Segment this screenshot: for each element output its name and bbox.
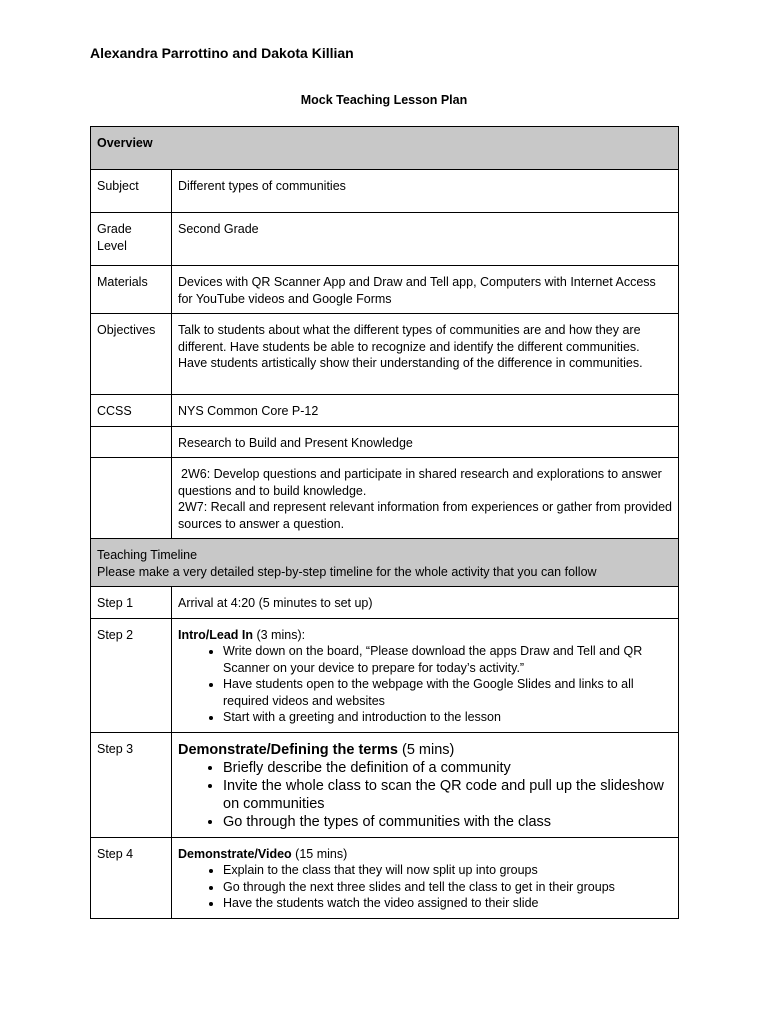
timeline-heading: Teaching Timeline <box>97 548 198 562</box>
list-item: • Explain to the class that they will now split up into groups <box>223 862 672 879</box>
step-4-duration: (15 mins) <box>291 846 348 861</box>
list-item: • Go through the types of communities with the class <box>223 813 672 831</box>
standard-2w6: 2W6: Develop questions and participate in shared research and explorations to answer questions and to build knowledge. <box>178 467 662 498</box>
objectives-value: Talk to students about what the different types of communities are and how they are different. Have students be able to recognize and identify the different communities. Have students artistically show their understanding of the difference in communities. <box>172 314 679 395</box>
ccss-strand: Research to Build and Present Knowledge <box>172 426 679 458</box>
step-4-row <box>91 837 679 918</box>
subject-value: Different types of communities <box>172 170 679 213</box>
overview-heading <box>91 127 679 170</box>
ccss-strand-empty-cell <box>91 426 172 458</box>
step-4-content <box>172 837 679 918</box>
step-2-heading <box>178 627 672 644</box>
ccss-standards-row <box>91 458 679 539</box>
step-3-title: Demonstrate/Defining the terms <box>178 741 398 758</box>
list-item: • Start with a greeting and introduction to the lesson <box>223 709 672 726</box>
list-item: • Have the students watch the video assigned to their slide <box>223 895 672 912</box>
step-3-duration: (5 mins) <box>397 741 455 758</box>
step-2-duration: (3 mins): <box>253 627 306 642</box>
step-1-row <box>91 587 679 619</box>
step-4-title: Demonstrate/Video <box>178 846 292 861</box>
ccss-row <box>91 395 679 427</box>
list-item: • Briefly describe the definition of a community <box>223 759 672 777</box>
step-4-bullets <box>178 862 672 912</box>
lesson-plan-table <box>90 126 679 919</box>
list-item: • Go through the next three slides and tell the class to get in their groups <box>223 879 672 896</box>
objectives-row <box>91 314 679 395</box>
step-3-label: Step 3 <box>91 732 172 837</box>
authors-line: Alexandra Parrottino and Dakota Killian <box>90 45 354 61</box>
step-1-label: Step 1 <box>91 587 172 619</box>
materials-value: Devices with QR Scanner App and Draw and Tell app, Computers with Internet Access for YouTube videos and Google Forms <box>172 266 679 314</box>
grade-label: Grade Level <box>91 213 172 266</box>
step-3-bullets <box>178 759 672 831</box>
step-2-title: Intro/Lead In <box>178 627 253 642</box>
list-item: • Write down on the board, “Please download the apps Draw and Tell and QR Scanner on your device to prepare for today’s activity.” <box>223 643 672 676</box>
grade-value: Second Grade <box>172 213 679 266</box>
overview-heading-text: Overview <box>97 136 153 150</box>
ccss-standards-empty-cell <box>91 458 172 539</box>
standard-2w7: 2W7: Recall and represent relevant information from experiences or gather from provided sources to answer a question. <box>178 500 672 531</box>
step-2-bullets <box>178 643 672 726</box>
list-item: • Have students open to the webpage with the Google Slides and links to all required videos and websites <box>223 676 672 709</box>
step-2-label: Step 2 <box>91 618 172 732</box>
step-1-text: Arrival at 4:20 (5 minutes to set up) <box>172 587 679 619</box>
overview-header-row <box>91 127 679 170</box>
step-3-content <box>172 732 679 837</box>
step-2-content <box>172 618 679 732</box>
document-title: Mock Teaching Lesson Plan <box>300 93 468 107</box>
list-item: • Invite the whole class to scan the QR code and pull up the slideshow on communities <box>223 777 672 813</box>
step-4-label: Step 4 <box>91 837 172 918</box>
ccss-value: NYS Common Core P-12 <box>172 395 679 427</box>
objectives-label: Objectives <box>91 314 172 395</box>
subject-label: Subject <box>91 170 172 213</box>
timeline-header-row <box>91 539 679 587</box>
timeline-subheading: Please make a very detailed step-by-step timeline for the whole activity that you can follow <box>97 564 597 579</box>
step-2-row <box>91 618 679 732</box>
materials-row <box>91 266 679 314</box>
timeline-heading-cell <box>91 539 679 587</box>
ccss-standards <box>172 458 679 539</box>
subject-row <box>91 170 679 213</box>
grade-row <box>91 213 679 266</box>
materials-label: Materials <box>91 266 172 314</box>
step-4-heading <box>178 846 672 863</box>
step-3-row <box>91 732 679 837</box>
step-3-heading <box>178 741 672 759</box>
ccss-strand-row <box>91 426 679 458</box>
ccss-label: CCSS <box>91 395 172 427</box>
